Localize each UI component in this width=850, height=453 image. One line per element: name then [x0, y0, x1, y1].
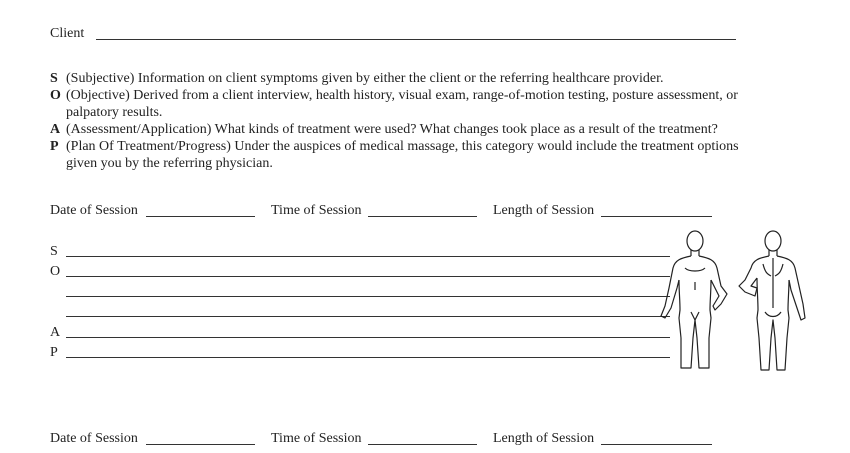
definition-p [50, 138, 790, 155]
date-of-session-label-2: Date of Session [50, 431, 138, 446]
definition-a [50, 121, 790, 138]
o-note-line-3[interactable] [66, 316, 670, 317]
definition-key: A [50, 122, 61, 137]
o-note-line[interactable] [66, 276, 670, 277]
o-line-label: O [50, 264, 61, 279]
length-of-session-field-2[interactable] [601, 444, 712, 445]
definition-key: P [50, 139, 59, 154]
definition-o [50, 87, 790, 104]
body-front-figure [655, 228, 735, 373]
o-note-line-2[interactable] [66, 296, 670, 297]
length-of-session-label: Length of Session [493, 203, 595, 218]
s-line-label: S [50, 244, 58, 259]
definition-text: (Assessment/Application) What kinds of treatment were used? What changes took place as a result of the treatment? [66, 122, 718, 137]
date-of-session-field[interactable] [146, 216, 255, 217]
time-of-session-label-2: Time of Session [271, 431, 362, 446]
definition-key: S [50, 71, 58, 86]
length-of-session-field[interactable] [601, 216, 712, 217]
definition-continuation: given you by the referring physician. [66, 156, 273, 171]
p-line-label: P [50, 345, 58, 360]
s-note-line[interactable] [66, 256, 670, 257]
definition-text: (Plan Of Treatment/Progress) Under the auspices of medical massage, this category would include the treatment options [66, 139, 739, 154]
definition-key: O [50, 88, 61, 103]
definition-text: (Objective) Derived from a client interview, health history, visual exam, range-of-motion testing, posture assessment, or [66, 88, 738, 103]
a-line-label: A [50, 325, 61, 340]
definition-continuation: palpatory results. [66, 105, 163, 120]
length-of-session-label-2: Length of Session [493, 431, 595, 446]
time-of-session-label: Time of Session [271, 203, 362, 218]
p-note-line[interactable] [66, 357, 670, 358]
date-of-session-field-2[interactable] [146, 444, 255, 445]
body-back-figure [733, 228, 813, 373]
time-of-session-field[interactable] [368, 216, 477, 217]
definition-s [50, 70, 790, 87]
client-field[interactable] [96, 39, 736, 40]
soap-definitions [50, 70, 790, 172]
client-label: Client [50, 26, 85, 41]
time-of-session-field-2[interactable] [368, 444, 477, 445]
a-note-line[interactable] [66, 337, 670, 338]
date-of-session-label: Date of Session [50, 203, 138, 218]
definition-text: (Subjective) Information on client symptoms given by either the client or the referring healthcare provider. [66, 71, 664, 86]
